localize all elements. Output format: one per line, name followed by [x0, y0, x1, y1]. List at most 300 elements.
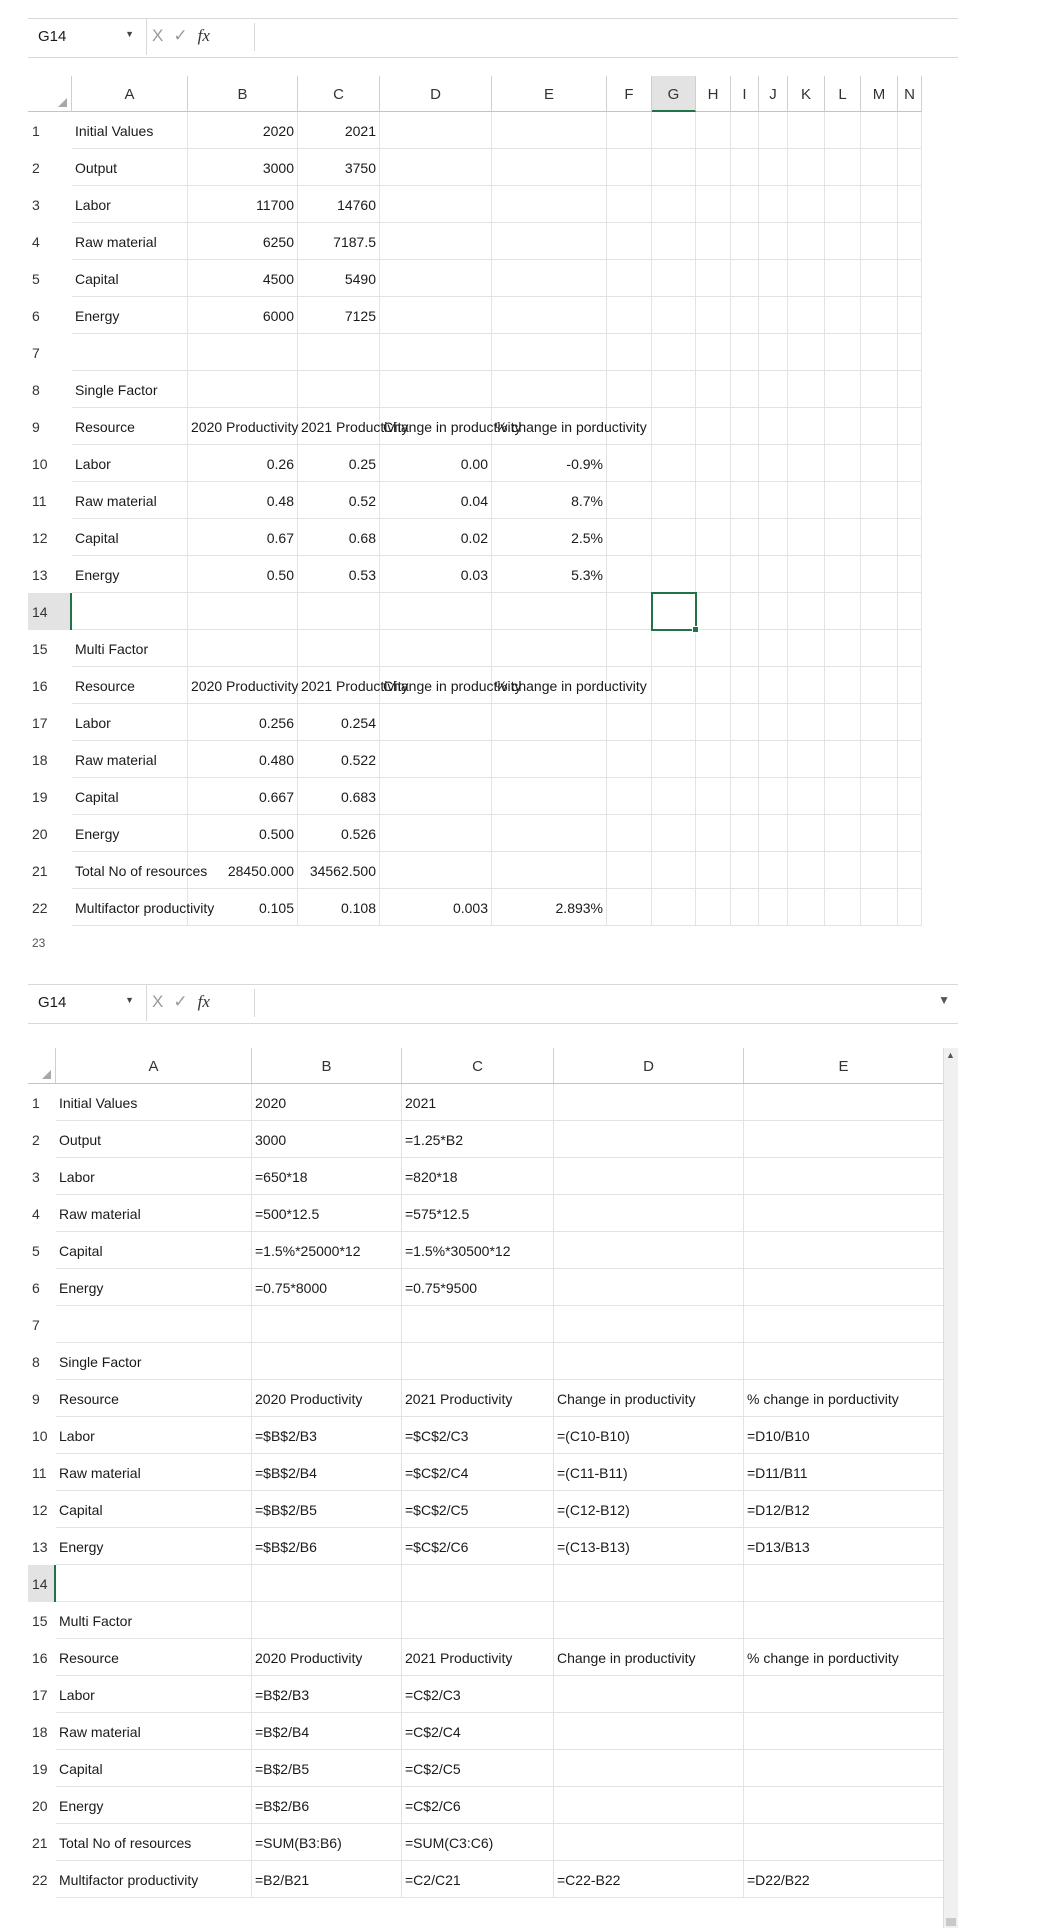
cell-f8[interactable] [607, 371, 652, 408]
cell-c18[interactable]: =C$2/C4 [402, 1713, 554, 1750]
cell-e11[interactable]: =D11/B11 [744, 1454, 944, 1491]
cell-h11[interactable] [696, 482, 731, 519]
cell-f15[interactable] [607, 630, 652, 667]
cell-g3[interactable] [652, 186, 696, 223]
cell-i2[interactable] [731, 149, 759, 186]
column-header-a[interactable]: A [56, 1048, 252, 1084]
row-header[interactable]: 11 [32, 1465, 47, 1481]
row-header[interactable]: 3 [32, 197, 40, 213]
select-all-corner[interactable] [28, 76, 72, 112]
cell-h2[interactable] [696, 149, 731, 186]
cell-d22[interactable]: =C22-B22 [554, 1861, 744, 1898]
cell-c1[interactable]: 2021 [298, 112, 380, 149]
column-header-g[interactable]: G [652, 76, 696, 112]
select-all-triangle-icon[interactable] [58, 98, 67, 107]
cell-d17[interactable] [380, 704, 492, 741]
cell-n15[interactable] [898, 630, 922, 667]
cell-g11[interactable] [652, 482, 696, 519]
cell-e18[interactable] [744, 1713, 944, 1750]
cell-g7[interactable] [652, 334, 696, 371]
cell-m7[interactable] [861, 334, 898, 371]
column-header-f[interactable]: F [607, 76, 652, 112]
cell-a8[interactable]: Single Factor [56, 1343, 252, 1380]
cell-k1[interactable] [788, 112, 825, 149]
row-header[interactable]: 13 [32, 1539, 48, 1555]
function-icon[interactable]: fx [197, 992, 210, 1011]
cell-c19[interactable]: 0.683 [298, 778, 380, 815]
cell-a18[interactable]: Raw material [56, 1713, 252, 1750]
cell-a21[interactable]: Total No of resources [72, 852, 188, 889]
cell-i7[interactable] [731, 334, 759, 371]
cell-d17[interactable] [554, 1676, 744, 1713]
cell-n1[interactable] [898, 112, 922, 149]
cell-e19[interactable] [492, 778, 607, 815]
cell-n14[interactable] [898, 593, 922, 630]
column-header-j[interactable]: J [759, 76, 788, 112]
cell-g2[interactable] [652, 149, 696, 186]
cell-h21[interactable] [696, 852, 731, 889]
cell-e9[interactable]: % change in porductivity [492, 408, 607, 445]
cell-b14[interactable] [188, 593, 298, 630]
cell-f1[interactable] [607, 112, 652, 149]
cell-g20[interactable] [652, 815, 696, 852]
cell-g19[interactable] [652, 778, 696, 815]
cell-c22[interactable]: =C2/C21 [402, 1861, 554, 1898]
cell-m8[interactable] [861, 371, 898, 408]
cell-g16[interactable] [652, 667, 696, 704]
cell-d16[interactable]: Change in productivity [554, 1639, 744, 1676]
cell-i6[interactable] [731, 297, 759, 334]
column-header-n[interactable]: N [898, 76, 922, 112]
cell-b21[interactable]: =SUM(B3:B6) [252, 1824, 402, 1861]
cell-f12[interactable] [607, 519, 652, 556]
cell-d3[interactable] [554, 1158, 744, 1195]
cell-e14[interactable] [744, 1565, 944, 1602]
cell-b1[interactable]: 2020 [188, 112, 298, 149]
column-header-l[interactable]: L [825, 76, 861, 112]
cell-l14[interactable] [825, 593, 861, 630]
cell-b18[interactable]: =B$2/B4 [252, 1713, 402, 1750]
cell-h9[interactable] [696, 408, 731, 445]
cell-m22[interactable] [861, 889, 898, 926]
cell-d18[interactable] [380, 741, 492, 778]
cell-l4[interactable] [825, 223, 861, 260]
cell-e17[interactable] [492, 704, 607, 741]
cell-i4[interactable] [731, 223, 759, 260]
cell-l16[interactable] [825, 667, 861, 704]
cell-b1[interactable]: 2020 [252, 1084, 402, 1121]
cell-c15[interactable] [402, 1602, 554, 1639]
cell-e15[interactable] [744, 1602, 944, 1639]
cell-a12[interactable]: Capital [72, 519, 188, 556]
cell-c3[interactable]: 14760 [298, 186, 380, 223]
cell-a19[interactable]: Capital [56, 1750, 252, 1787]
cell-i21[interactable] [731, 852, 759, 889]
cell-b15[interactable] [252, 1602, 402, 1639]
cell-l21[interactable] [825, 852, 861, 889]
cell-c4[interactable]: =575*12.5 [402, 1195, 554, 1232]
cell-c9[interactable]: 2021 Productivity [298, 408, 380, 445]
cell-a9[interactable]: Resource [72, 408, 188, 445]
cell-e19[interactable] [744, 1750, 944, 1787]
cell-e5[interactable] [744, 1232, 944, 1269]
cell-l15[interactable] [825, 630, 861, 667]
column-header-b[interactable]: B [188, 76, 298, 112]
cell-c21[interactable]: 34562.500 [298, 852, 380, 889]
cell-b17[interactable]: =B$2/B3 [252, 1676, 402, 1713]
cell-b9[interactable]: 2020 Productivity [188, 408, 298, 445]
cell-l12[interactable] [825, 519, 861, 556]
cell-j21[interactable] [759, 852, 788, 889]
active-cell-selection[interactable] [651, 592, 697, 631]
cell-l2[interactable] [825, 149, 861, 186]
cell-c2[interactable]: 3750 [298, 149, 380, 186]
cell-b19[interactable]: 0.667 [188, 778, 298, 815]
cell-n2[interactable] [898, 149, 922, 186]
cell-m4[interactable] [861, 223, 898, 260]
cell-h10[interactable] [696, 445, 731, 482]
cell-c17[interactable]: 0.254 [298, 704, 380, 741]
cell-j9[interactable] [759, 408, 788, 445]
cell-d14[interactable] [554, 1565, 744, 1602]
cell-m10[interactable] [861, 445, 898, 482]
row-header[interactable]: 14 [28, 593, 72, 630]
cell-a19[interactable]: Capital [72, 778, 188, 815]
cell-n22[interactable] [898, 889, 922, 926]
cell-l8[interactable] [825, 371, 861, 408]
cell-m6[interactable] [861, 297, 898, 334]
cell-b9[interactable]: 2020 Productivity [252, 1380, 402, 1417]
cell-d16[interactable]: Change in productivity [380, 667, 492, 704]
cell-b11[interactable]: =$B$2/B4 [252, 1454, 402, 1491]
cell-d12[interactable]: =(C12-B12) [554, 1491, 744, 1528]
cell-f17[interactable] [607, 704, 652, 741]
cell-l1[interactable] [825, 112, 861, 149]
cell-k9[interactable] [788, 408, 825, 445]
cell-g5[interactable] [652, 260, 696, 297]
cell-d13[interactable]: 0.03 [380, 556, 492, 593]
cell-n16[interactable] [898, 667, 922, 704]
cell-k12[interactable] [788, 519, 825, 556]
cell-a4[interactable]: Raw material [72, 223, 188, 260]
column-header-a[interactable]: A [72, 76, 188, 112]
cell-l22[interactable] [825, 889, 861, 926]
cancel-icon[interactable]: X [152, 992, 174, 1011]
cell-g6[interactable] [652, 297, 696, 334]
cell-c9[interactable]: 2021 Productivity [402, 1380, 554, 1417]
cell-n3[interactable] [898, 186, 922, 223]
cell-d19[interactable] [380, 778, 492, 815]
cell-d1[interactable] [380, 112, 492, 149]
cell-k11[interactable] [788, 482, 825, 519]
cell-i13[interactable] [731, 556, 759, 593]
cell-k7[interactable] [788, 334, 825, 371]
cell-b10[interactable]: =$B$2/B3 [252, 1417, 402, 1454]
cell-i12[interactable] [731, 519, 759, 556]
cell-n11[interactable] [898, 482, 922, 519]
cell-l17[interactable] [825, 704, 861, 741]
cell-i19[interactable] [731, 778, 759, 815]
cell-i16[interactable] [731, 667, 759, 704]
cell-m20[interactable] [861, 815, 898, 852]
cell-m3[interactable] [861, 186, 898, 223]
cell-d9[interactable]: Change in productivity [554, 1380, 744, 1417]
cell-m17[interactable] [861, 704, 898, 741]
row-header[interactable]: 8 [32, 1354, 40, 1370]
row-header[interactable]: 5 [32, 271, 40, 287]
cell-e22[interactable]: 2.893% [492, 889, 607, 926]
cell-m18[interactable] [861, 741, 898, 778]
cell-g10[interactable] [652, 445, 696, 482]
cell-g4[interactable] [652, 223, 696, 260]
cell-f5[interactable] [607, 260, 652, 297]
cell-c10[interactable]: 0.25 [298, 445, 380, 482]
cell-c14[interactable] [298, 593, 380, 630]
row-header[interactable]: 20 [32, 826, 48, 842]
cell-m15[interactable] [861, 630, 898, 667]
cell-f11[interactable] [607, 482, 652, 519]
cell-b17[interactable]: 0.256 [188, 704, 298, 741]
cell-b11[interactable]: 0.48 [188, 482, 298, 519]
cell-l5[interactable] [825, 260, 861, 297]
column-header-h[interactable]: H [696, 76, 731, 112]
row-header[interactable]: 15 [32, 1613, 48, 1629]
name-box[interactable] [28, 19, 147, 55]
cell-f14[interactable] [607, 593, 652, 630]
cell-e6[interactable] [744, 1269, 944, 1306]
cell-c11[interactable]: =$C$2/C4 [402, 1454, 554, 1491]
cell-f9[interactable] [607, 408, 652, 445]
column-header-c[interactable]: C [402, 1048, 554, 1084]
cell-b13[interactable]: =$B$2/B6 [252, 1528, 402, 1565]
cell-c16[interactable]: 2021 Productivity [298, 667, 380, 704]
cell-m11[interactable] [861, 482, 898, 519]
row-header[interactable]: 19 [32, 1761, 48, 1777]
cell-b22[interactable]: 0.105 [188, 889, 298, 926]
scrollbar-thumb[interactable] [946, 1918, 956, 1926]
cell-d11[interactable]: =(C11-B11) [554, 1454, 744, 1491]
row-header[interactable]: 1 [32, 123, 40, 139]
cell-k21[interactable] [788, 852, 825, 889]
cell-a20[interactable]: Energy [56, 1787, 252, 1824]
cell-a6[interactable]: Energy [56, 1269, 252, 1306]
cell-k17[interactable] [788, 704, 825, 741]
cell-e4[interactable] [492, 223, 607, 260]
cell-d13[interactable]: =(C13-B13) [554, 1528, 744, 1565]
cell-e2[interactable] [744, 1121, 944, 1158]
cell-d19[interactable] [554, 1750, 744, 1787]
cell-h13[interactable] [696, 556, 731, 593]
cell-a3[interactable]: Labor [56, 1158, 252, 1195]
cell-e5[interactable] [492, 260, 607, 297]
row-header[interactable]: 20 [32, 1798, 48, 1814]
cell-a17[interactable]: Labor [56, 1676, 252, 1713]
cell-c17[interactable]: =C$2/C3 [402, 1676, 554, 1713]
cell-d20[interactable] [380, 815, 492, 852]
cell-c14[interactable] [402, 1565, 554, 1602]
cell-d11[interactable]: 0.04 [380, 482, 492, 519]
cell-l6[interactable] [825, 297, 861, 334]
cell-f7[interactable] [607, 334, 652, 371]
cell-a22[interactable]: Multifactor productivity [56, 1861, 252, 1898]
cell-c6[interactable]: =0.75*9500 [402, 1269, 554, 1306]
cell-b10[interactable]: 0.26 [188, 445, 298, 482]
cell-n10[interactable] [898, 445, 922, 482]
cell-f16[interactable] [607, 667, 652, 704]
row-header[interactable]: 1 [32, 1095, 40, 1111]
cell-e3[interactable] [744, 1158, 944, 1195]
cell-j17[interactable] [759, 704, 788, 741]
cell-d21[interactable] [380, 852, 492, 889]
cell-d20[interactable] [554, 1787, 744, 1824]
cell-g15[interactable] [652, 630, 696, 667]
cell-c6[interactable]: 7125 [298, 297, 380, 334]
cell-j8[interactable] [759, 371, 788, 408]
cell-c21[interactable]: =SUM(C3:C6) [402, 1824, 554, 1861]
cell-h7[interactable] [696, 334, 731, 371]
cell-n9[interactable] [898, 408, 922, 445]
check-icon[interactable]: ✓ [173, 26, 198, 45]
cell-g12[interactable] [652, 519, 696, 556]
cell-f10[interactable] [607, 445, 652, 482]
cell-c3[interactable]: =820*18 [402, 1158, 554, 1195]
cell-j22[interactable] [759, 889, 788, 926]
cell-j5[interactable] [759, 260, 788, 297]
cell-c1[interactable]: 2021 [402, 1084, 554, 1121]
cell-e13[interactable]: =D13/B13 [744, 1528, 944, 1565]
row-header[interactable]: 9 [32, 1391, 40, 1407]
cell-m2[interactable] [861, 149, 898, 186]
cell-a14[interactable] [56, 1565, 252, 1602]
cell-l20[interactable] [825, 815, 861, 852]
cell-h14[interactable] [696, 593, 731, 630]
column-header-b[interactable]: B [252, 1048, 402, 1084]
cell-j14[interactable] [759, 593, 788, 630]
cell-h8[interactable] [696, 371, 731, 408]
cell-m14[interactable] [861, 593, 898, 630]
column-header-d[interactable]: D [380, 76, 492, 112]
row-header[interactable]: 22 [32, 1872, 48, 1888]
formula-input[interactable] [258, 19, 958, 55]
cell-b4[interactable]: =500*12.5 [252, 1195, 402, 1232]
cell-b16[interactable]: 2020 Productivity [252, 1639, 402, 1676]
cell-d7[interactable] [380, 334, 492, 371]
cell-c20[interactable]: =C$2/C6 [402, 1787, 554, 1824]
cell-i9[interactable] [731, 408, 759, 445]
cell-m9[interactable] [861, 408, 898, 445]
cell-e6[interactable] [492, 297, 607, 334]
cancel-icon[interactable]: X [152, 26, 174, 45]
cell-d9[interactable]: Change in productivity [380, 408, 492, 445]
cell-a11[interactable]: Raw material [56, 1454, 252, 1491]
cell-d10[interactable]: =(C10-B10) [554, 1417, 744, 1454]
cell-a17[interactable]: Labor [72, 704, 188, 741]
cell-c4[interactable]: 7187.5 [298, 223, 380, 260]
cell-h16[interactable] [696, 667, 731, 704]
cell-f4[interactable] [607, 223, 652, 260]
cell-f19[interactable] [607, 778, 652, 815]
cell-j6[interactable] [759, 297, 788, 334]
cell-h6[interactable] [696, 297, 731, 334]
cell-i20[interactable] [731, 815, 759, 852]
row-header[interactable]: 5 [32, 1243, 40, 1259]
cell-h1[interactable] [696, 112, 731, 149]
row-header[interactable]: 6 [32, 308, 40, 324]
row-header[interactable]: 19 [32, 789, 48, 805]
cell-a18[interactable]: Raw material [72, 741, 188, 778]
column-header-c[interactable]: C [298, 76, 380, 112]
cell-h22[interactable] [696, 889, 731, 926]
cell-d4[interactable] [554, 1195, 744, 1232]
cell-j1[interactable] [759, 112, 788, 149]
cell-e10[interactable]: -0.9% [492, 445, 607, 482]
cell-k6[interactable] [788, 297, 825, 334]
cell-a7[interactable] [56, 1306, 252, 1343]
chevron-down-icon[interactable]: ▼ [125, 995, 134, 1005]
cell-b20[interactable]: 0.500 [188, 815, 298, 852]
cell-n4[interactable] [898, 223, 922, 260]
cell-f3[interactable] [607, 186, 652, 223]
cell-k5[interactable] [788, 260, 825, 297]
row-header[interactable]: 9 [32, 419, 40, 435]
row-header[interactable]: 4 [32, 234, 40, 250]
row-header[interactable]: 4 [32, 1206, 40, 1222]
cell-k19[interactable] [788, 778, 825, 815]
cell-h12[interactable] [696, 519, 731, 556]
cell-e1[interactable] [744, 1084, 944, 1121]
cell-i22[interactable] [731, 889, 759, 926]
cell-c8[interactable] [298, 371, 380, 408]
cell-a2[interactable]: Output [56, 1121, 252, 1158]
cell-g21[interactable] [652, 852, 696, 889]
cell-k18[interactable] [788, 741, 825, 778]
cell-d15[interactable] [554, 1602, 744, 1639]
cell-c22[interactable]: 0.108 [298, 889, 380, 926]
cell-b13[interactable]: 0.50 [188, 556, 298, 593]
cell-g9[interactable] [652, 408, 696, 445]
expand-formula-bar-icon[interactable]: ▼ [938, 993, 950, 1007]
cell-d10[interactable]: 0.00 [380, 445, 492, 482]
cell-b4[interactable]: 6250 [188, 223, 298, 260]
cell-b15[interactable] [188, 630, 298, 667]
cell-a15[interactable]: Multi Factor [56, 1602, 252, 1639]
cell-e13[interactable]: 5.3% [492, 556, 607, 593]
cell-g18[interactable] [652, 741, 696, 778]
cell-k10[interactable] [788, 445, 825, 482]
cell-e7[interactable] [492, 334, 607, 371]
cell-j11[interactable] [759, 482, 788, 519]
cell-a13[interactable]: Energy [56, 1528, 252, 1565]
cell-f13[interactable] [607, 556, 652, 593]
cell-e4[interactable] [744, 1195, 944, 1232]
cell-f22[interactable] [607, 889, 652, 926]
row-header[interactable]: 10 [32, 456, 48, 472]
cell-e21[interactable] [744, 1824, 944, 1861]
cell-d18[interactable] [554, 1713, 744, 1750]
cell-d5[interactable] [380, 260, 492, 297]
cell-a3[interactable]: Labor [72, 186, 188, 223]
cell-i15[interactable] [731, 630, 759, 667]
cell-f2[interactable] [607, 149, 652, 186]
cell-b2[interactable]: 3000 [252, 1121, 402, 1158]
cell-b8[interactable] [188, 371, 298, 408]
cell-j18[interactable] [759, 741, 788, 778]
row-header[interactable]: 7 [32, 1317, 40, 1333]
cell-k2[interactable] [788, 149, 825, 186]
row-header[interactable]: 21 [32, 863, 48, 879]
row-header[interactable]: 22 [32, 900, 48, 916]
cell-j10[interactable] [759, 445, 788, 482]
